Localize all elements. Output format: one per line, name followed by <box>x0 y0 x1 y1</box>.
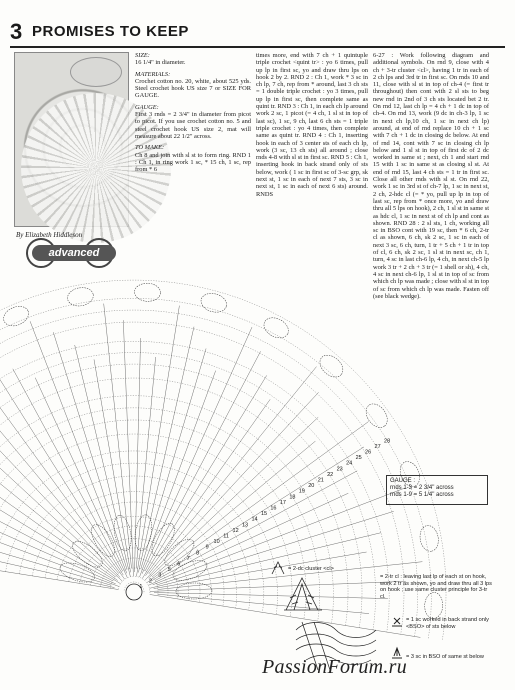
instructions-column-1 <box>135 52 251 177</box>
diagram-chain-loop <box>199 291 229 315</box>
diagram-stitch-line <box>13 369 123 571</box>
size-body: 16 1/4" in diameter. <box>135 59 186 67</box>
diagram-round-label: 11 <box>223 533 229 540</box>
diagram-round-label: 26 <box>365 449 372 456</box>
gauge-box-label: GAUGE : <box>390 478 416 484</box>
diagram-round-label: 15 <box>260 511 268 518</box>
diagram-stitch-line <box>94 359 131 572</box>
diagram-stitch-line <box>140 371 216 577</box>
diagram-chain-loop <box>1 303 32 330</box>
diagram-round-label: 5 <box>167 567 171 574</box>
diagram-chain-loop <box>418 524 440 553</box>
diagram-round-label: 19 <box>298 488 305 495</box>
diagram-round-arc <box>0 420 306 619</box>
materials-section <box>135 71 251 100</box>
diagram-stitch-line <box>138 327 194 573</box>
diagram-petal-loop <box>176 583 212 600</box>
diagram-round-label: 3 <box>158 572 162 579</box>
diagram-stitch-line <box>153 441 316 577</box>
site-watermark: PassionForum.ru <box>262 656 408 678</box>
dc-cluster-symbol <box>272 562 284 574</box>
page-title: PROMISES TO KEEP <box>32 23 189 40</box>
diagram-stitch-line <box>0 357 125 579</box>
gauge-body: First 3 rnds = 2 3/4" in diameter from picot to picot. If you use crochet cotton no. 5 and steel crochet hook US size 2, mat will measure about 22 1/2" across. <box>135 111 251 140</box>
diagram-round-label: 6 <box>177 561 181 568</box>
to-make-body: Ch 8 and join with sl st to form ring. RND 1 : Ch 1, in ring work 1 sc, * 15 ch, 1 sc, rep from * 6 <box>135 151 251 174</box>
diagram-round-label: 17 <box>279 499 286 506</box>
diagram-chain-loop <box>362 400 392 432</box>
materials-body: Crochet cotton no. 20, white, about 525 yds. Steel crochet hook US size 7 or SIZE FOR GAUGE. <box>135 77 251 100</box>
diagram-round-label: 12 <box>232 527 239 534</box>
diagram-stitch-line <box>0 474 116 584</box>
diagram-stitch-line <box>147 422 372 583</box>
legend-tr-cluster: = 2-tr cl : leaving last lp of each st on hook, work 2 tr as shown, yo and draw thru all 3 lps on hook ; use same cluster principle for 3-tr cl. <box>380 574 492 600</box>
to-make-section <box>135 144 251 173</box>
diagram-round-label: 9 <box>205 544 209 551</box>
diagram-stitch-line <box>75 345 131 576</box>
pattern-number: 3 <box>10 19 23 44</box>
diagram-round-label: 13 <box>241 522 249 529</box>
gauge-box-line-1: rnds 1-3 = 2 3/4" across <box>390 485 454 491</box>
legend-dc-cluster: = 2-dc cluster <cl> <box>288 566 334 572</box>
to-make-heading: TO MAKE: <box>135 144 165 152</box>
diagram-stitch-line <box>149 367 316 574</box>
diagram-round-label: 23 <box>336 466 343 473</box>
diagram-round-label: 20 <box>308 483 315 490</box>
legend-sc-bso: = 3 sc in BSO of same st below <box>406 654 484 660</box>
diagram-stitch-line <box>135 338 141 572</box>
diagram-round-label: 21 <box>317 477 324 484</box>
page-header <box>10 20 505 46</box>
diagram-stitch-line <box>104 304 132 568</box>
diagram-stitch-line <box>35 378 127 578</box>
diagram-round-label: 18 <box>289 494 296 501</box>
diagram-round-arc <box>118 576 150 594</box>
sc-back-strand-symbol <box>392 618 402 626</box>
diagram-chain-loop <box>134 283 161 302</box>
tr-cluster-symbol <box>284 578 322 610</box>
size-section <box>135 52 251 67</box>
instructions-column-3: 6-27 : Work following diagram and additional symbols. On rnd 9, close with 4 ch + 3-tr cluster <cl>, having 1 tr in each of 2 ch lps and 3rd tr in first sc. On rnds 10 and 11, close with sl st in top of ch-4 (= first tr throughout) then cont with 2 sl sts to beg new rnd in 2nd of 3 ch sts located bet 2 tr. On rnd 12, last ch lp = 4 ch + 1 dc in top of ch-4. On rnd 13, work (9 dc in ch-3 lp, 1 sc in next ch lp,10 ch, 1 sc in next ch lp) around, at end of rnd replace 10 ch + 1 sc with 7 ch + 1 dc in closing dc below. At end of rnd 14, cont with 7 sc in closing ch lp below and 1 sl st in top of first dc of 2 dc worked in same st ; next, ch 1 and start rnd 15 with 1 sc in same st as closing sl st. At end of rnd 15, last 4 ch sts = 1 tr in first sc. Close all other rnds with sl st. On rnd 22, work 1 sc in 3rd st of ch-7 lp, 1 sc in next st, 2 ch, 2-hdc cl (= * yo, pull up lp in top of last sc, rep from * once more, yo and draw thru all 5 lps on hook), 2 ch, 1 sl st in same st as hdc cl, 1 sc in next st of ch lp and cont as shown. RND 28 : 2 sl sts, 1 ch, working all sc in BSO cont with 19 sc, then * 6 ch, 2-tr cl as shown, 6 ch, sk 2 sc, 1 sc in each of next 3 sc, 6 ch, turn, 1 tr + 5 ch + 1 tr in top of cl, 6 ch, sk 2 sc, 1 sl st in next sc, ch 1, turn, 4 sc in last ch-6 lp, 4 ch, in next ch-5 lp work 3 tr + 2 ch + 3 tr (= 1 shell or sh), 4 ch, 4 sc in next ch-6 lp, 1 sl st in top of sc from which ch lp was made ; close with sl st in top of sc from which ch lp was made. Fasten off (see black wedge). <box>373 52 489 300</box>
diagram-round-label: 28 <box>384 438 391 445</box>
diagram-stitch-line <box>0 362 123 575</box>
diagram-petal-loop <box>111 514 134 552</box>
gauge-heading: GAUGE: <box>135 103 159 111</box>
badge-label: advanced <box>32 245 116 261</box>
diagram-chain-loop <box>260 314 291 342</box>
gauge-section <box>135 104 251 140</box>
diagram-round-label: 27 <box>374 443 381 450</box>
header-rule <box>10 46 505 48</box>
diagram-round-label: 16 <box>270 505 277 512</box>
diagram-round-label: 25 <box>355 455 362 462</box>
photo-bowl <box>70 57 122 87</box>
instructions-column-2: times more, end with 7 ch + 1 quintuple triple crochet <quint tr> : yo 6 times, pull up lp in first sc, yo and draw thru lps on hook 2 by 2. RND 2 : Ch 1, work * 3 sc in ch lp, 7 ch, rep from * around, last 3 ch sts = 1 double triple crochet : yo 3 times, pull up lp in first sc, then complete same as quint tr. RND 3 : Ch 1, in each ch lp around work 2 sc, 1 picot (= 4 ch, 1 sl st in top of last sc), 1 sc, 9 ch, last 6 ch sts = 1 triple triple crochet : yo 4 times, then complete same as quint tr. RND 4 : Ch 1, inserting hook in each of 3 center sts of each ch lp, work (3 sc, 13 ch sts) all around ; close rnds 4-8 with sl st in first sc. RND 5 : Ch 1, inserting hook in back strand only of sts below, work ( 1 sc in first sc of 3-sc grp, sk next st, 1 sc in each of next 7 sts, 3 sc in next st, 1 sc in each of next 6 sts) around. RNDS <box>256 52 368 198</box>
diagram-chain-loop <box>316 351 347 382</box>
diagram-round-label: 2 <box>148 578 152 585</box>
doily-photo <box>14 52 129 227</box>
diagram-stitch-line <box>145 392 319 580</box>
diagram-chain-loop <box>66 286 95 308</box>
diagram-round-label: 10 <box>213 539 220 546</box>
gauge-box-line-2: rnds 1-9 = 5 1/4" across <box>390 492 454 498</box>
diagram-round-label: 14 <box>251 516 258 523</box>
diagram-round-label: 22 <box>327 471 334 478</box>
diagram-round-label: 1 <box>139 583 143 590</box>
diagram-stitch-line <box>0 547 118 590</box>
legend-sc-back-strand: = 1 sc worked in back strand only <BSO> of sts below <box>406 617 489 630</box>
diagram-center-ring <box>126 584 142 600</box>
diagram-round-label: 24 <box>346 460 353 467</box>
designer-byline: By Elizabeth Hiddleson <box>16 231 83 239</box>
diagram-stitch-line <box>53 332 127 569</box>
diagram-stitch-line <box>137 306 180 577</box>
diagram-stitch-line <box>0 407 122 581</box>
diagram-round-label: 8 <box>196 550 200 557</box>
gauge-box <box>386 475 488 505</box>
diagram-round-label: 7 <box>186 555 190 562</box>
size-heading: SIZE: <box>135 52 150 59</box>
materials-heading: MATERIALS: <box>135 70 171 78</box>
diagram-stitch-line <box>142 375 266 578</box>
diagram-stitch-line <box>145 351 260 574</box>
